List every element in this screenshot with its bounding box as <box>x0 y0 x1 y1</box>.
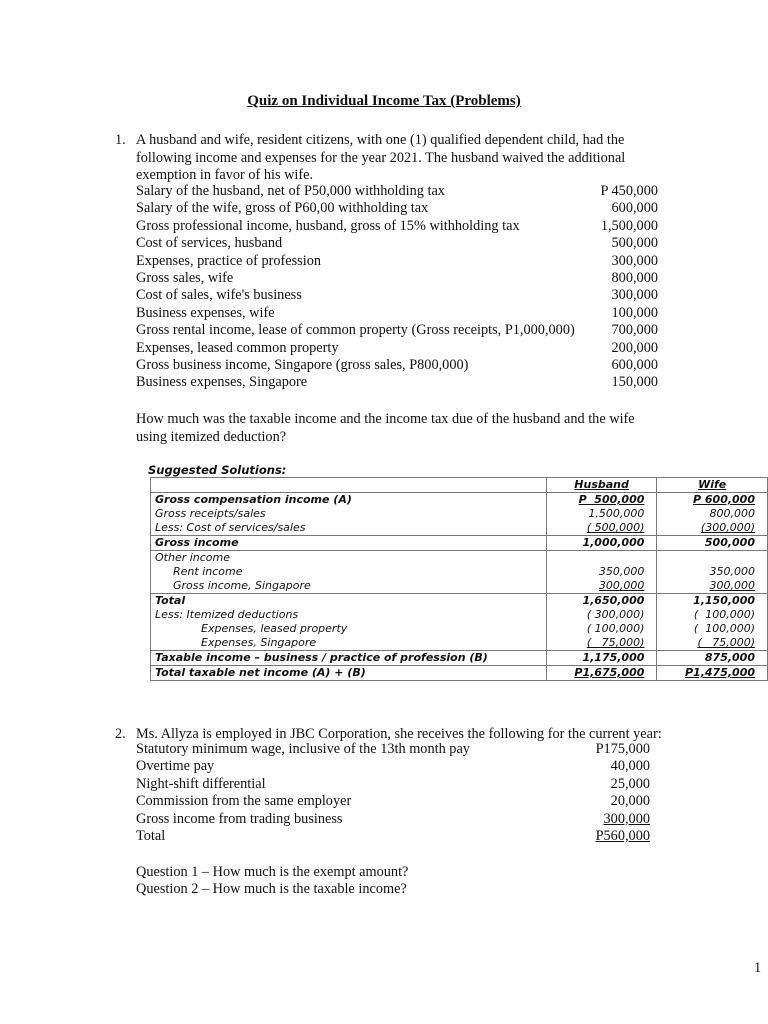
wife-value: ( 75,000) <box>657 636 768 651</box>
table-row <box>151 608 768 622</box>
table-row <box>151 666 768 681</box>
item-amount: 600,000 <box>611 200 658 217</box>
item-label: Gross professional income, husband, gross of 15% withholding tax <box>136 217 520 234</box>
item-amount: 1,500,000 <box>600 217 658 234</box>
question-2-q1: Question 1 – How much is the exempt amount? <box>136 864 409 880</box>
table-row <box>151 493 768 508</box>
husband-value <box>546 551 657 566</box>
item-amount: 500,000 <box>611 235 658 252</box>
item-label: Night-shift differential <box>136 775 266 792</box>
line-item <box>136 287 658 304</box>
line-item <box>136 253 658 270</box>
item-amount: P 450,000 <box>600 183 658 199</box>
question-2-text: Ms. Allyza is employed in JBC Corporation, she receives the following for the current year: <box>136 726 662 742</box>
item-label: Gross sales, wife <box>136 269 234 286</box>
item-label: Expenses, leased common property <box>136 339 339 356</box>
wife-value: 300,000 <box>657 579 768 594</box>
wife-value: P1,475,000 <box>657 666 768 681</box>
question-2-items <box>136 741 650 845</box>
item-label: Salary of the wife, gross of P60,00 withholding tax <box>136 200 429 217</box>
row-label: Total <box>151 594 547 609</box>
husband-value: P1,675,000 <box>546 666 657 681</box>
line-item <box>136 340 658 357</box>
item-label: Business expenses, Singapore <box>136 374 308 391</box>
question-1-text: A husband and wife, resident citizens, with one (1) qualified dependent child, had the following income and expenses for the year 2021. The husband waived the additional exemption in favor of his wife. <box>136 132 626 183</box>
wife-value: 500,000 <box>657 536 768 551</box>
question-1-prompt: How much was the taxable income and the income tax due of the husband and the wife using itemized deduction? <box>136 411 635 445</box>
item-amount: 800,000 <box>611 269 658 286</box>
item-amount: 700,000 <box>611 322 658 339</box>
line-item <box>136 758 650 775</box>
item-label: Expenses, practice of profession <box>136 252 322 269</box>
husband-value: ( 500,000) <box>546 521 657 536</box>
item-label: Total <box>136 827 166 844</box>
row-label: Expenses, Singapore <box>151 636 547 651</box>
item-amount: 20,000 <box>610 793 650 810</box>
table-row <box>151 579 768 594</box>
line-item <box>136 235 658 252</box>
col-wife: Wife <box>657 478 768 493</box>
husband-value: 1,000,000 <box>546 536 657 551</box>
table-row <box>151 622 768 636</box>
row-label: Other income <box>151 551 547 566</box>
question-2-q2: Question 2 – How much is the taxable income? <box>136 881 407 897</box>
item-amount: 300,000 <box>603 810 650 827</box>
row-label: Gross income, Singapore <box>151 579 547 594</box>
line-item <box>136 305 658 322</box>
line-item <box>136 374 658 391</box>
document-title: Quiz on Individual Income Tax (Problems) <box>247 93 521 109</box>
line-item <box>136 811 650 828</box>
row-label: Gross compensation income (A) <box>151 493 547 508</box>
row-label: Taxable income – business / practice of profession (B) <box>151 651 547 666</box>
husband-value: 1,650,000 <box>546 594 657 609</box>
row-label: Less: Cost of services/sales <box>151 521 547 536</box>
table-row <box>151 536 768 551</box>
item-label: Gross rental income, lease of common property (Gross receipts, P1,000,000) <box>136 322 575 339</box>
item-amount: 300,000 <box>611 287 658 304</box>
item-label: Cost of sales, wife's business <box>136 287 302 304</box>
line-item <box>136 322 658 339</box>
wife-value: 1,150,000 <box>657 594 768 609</box>
item-label: Cost of services, husband <box>136 235 283 252</box>
table-row <box>151 521 768 536</box>
husband-value: P 500,000 <box>546 493 657 508</box>
husband-value: 350,000 <box>546 565 657 579</box>
row-label: Less: Itemized deductions <box>151 608 547 622</box>
item-amount: P175,000 <box>595 741 650 757</box>
item-amount: 200,000 <box>611 339 658 356</box>
question-1-items <box>136 183 658 392</box>
solution-heading: Suggested Solutions: <box>148 463 287 477</box>
husband-value: 300,000 <box>546 579 657 594</box>
line-item <box>136 200 658 217</box>
item-amount: 150,000 <box>611 374 658 391</box>
question-number: 2. <box>115 726 126 742</box>
table-row <box>151 636 768 651</box>
table-row <box>151 565 768 579</box>
wife-value: (300,000) <box>657 521 768 536</box>
husband-value: 1,500,000 <box>546 507 657 521</box>
wife-value: ( 100,000) <box>657 622 768 636</box>
item-amount: 40,000 <box>610 758 650 775</box>
row-label: Gross receipts/sales <box>151 507 547 521</box>
husband-value: 1,175,000 <box>546 651 657 666</box>
item-label: Overtime pay <box>136 758 215 775</box>
line-item <box>136 218 658 235</box>
item-amount: P560,000 <box>595 827 650 844</box>
husband-value: ( 100,000) <box>546 622 657 636</box>
item-label: Gross income from trading business <box>136 810 343 827</box>
table-row <box>151 551 768 566</box>
item-label: Gross business income, Singapore (gross sales, P800,000) <box>136 356 469 373</box>
wife-value <box>657 551 768 566</box>
item-label: Business expenses, wife <box>136 304 275 321</box>
wife-value: P 600,000 <box>657 493 768 508</box>
solution-table <box>150 477 768 681</box>
table-row <box>151 507 768 521</box>
wife-value: 350,000 <box>657 565 768 579</box>
item-amount: 300,000 <box>611 252 658 269</box>
line-item <box>136 828 650 845</box>
line-item <box>136 741 650 758</box>
line-item <box>136 793 650 810</box>
table-row <box>151 594 768 609</box>
item-amount: 100,000 <box>611 304 658 321</box>
line-item <box>136 357 658 374</box>
line-item <box>136 776 650 793</box>
husband-value: ( 75,000) <box>546 636 657 651</box>
table-row <box>151 651 768 666</box>
husband-value: ( 300,000) <box>546 608 657 622</box>
line-item <box>136 270 658 287</box>
col-husband: Husband <box>546 478 657 493</box>
row-label: Expenses, leased property <box>151 622 547 636</box>
page-number: 1 <box>754 960 762 976</box>
row-label: Rent income <box>151 565 547 579</box>
wife-value: 800,000 <box>657 507 768 521</box>
row-label: Total taxable net income (A) + (B) <box>151 666 547 681</box>
item-label: Salary of the husband, net of P50,000 withholding tax <box>136 183 445 199</box>
line-item <box>136 183 658 200</box>
wife-value: 875,000 <box>657 651 768 666</box>
item-amount: 600,000 <box>611 356 658 373</box>
question-number: 1. <box>115 132 126 148</box>
wife-value: ( 100,000) <box>657 608 768 622</box>
item-label: Commission from the same employer <box>136 793 352 810</box>
item-label: Statutory minimum wage, inclusive of the 13th month pay <box>136 741 470 757</box>
item-amount: 25,000 <box>610 775 650 792</box>
row-label: Gross income <box>151 536 547 551</box>
